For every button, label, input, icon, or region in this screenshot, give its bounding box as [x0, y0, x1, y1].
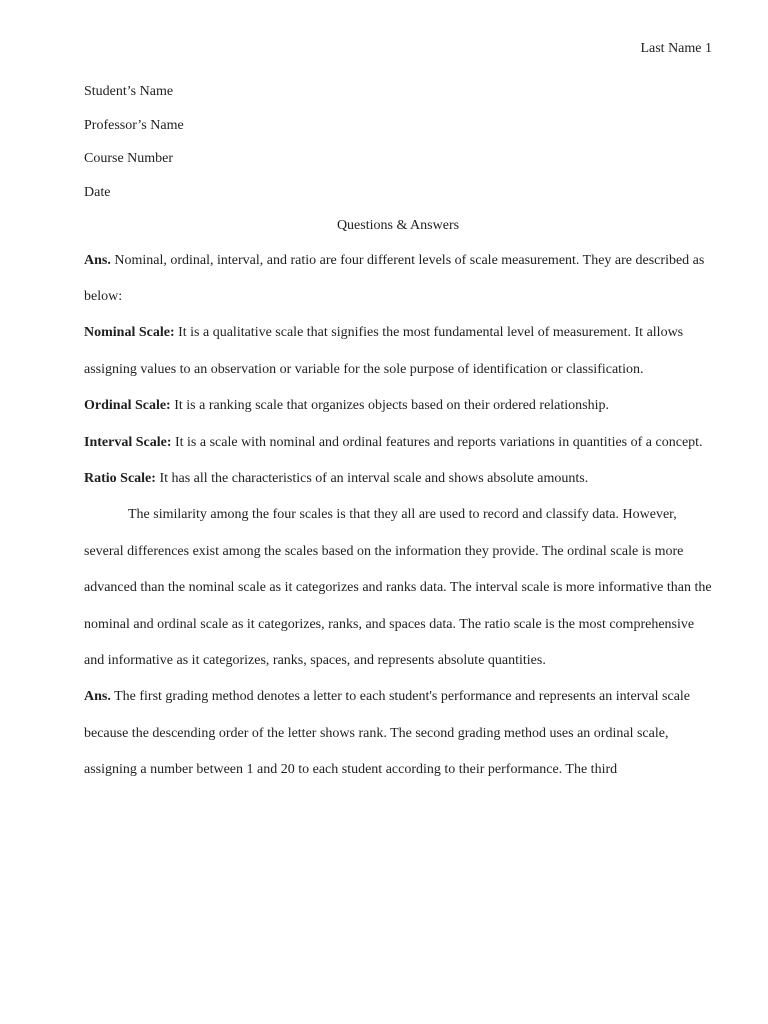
nominal-scale-paragraph [84, 315, 712, 388]
similarity-paragraph: The similarity among the four scales is that they all are used to record and classify data. However, several differences exist among the scales based on the information they provide. The ordinal scale is more advanced than the nominal scale as it categorizes and ranks data. The interval scale is more informative than the nominal and ordinal scale as it categorizes, ranks, and spaces data. The ratio scale is the most comprehensive and informative as it categorizes, ranks, spaces, and represents absolute quantities. [84, 507, 712, 668]
ratio-scale-label: Ratio Scale: [84, 470, 156, 486]
nominal-scale-label: Nominal Scale: [84, 325, 175, 341]
course-number: Course Number [84, 151, 174, 166]
answer-text: Nominal, ordinal, interval, and ratio are four different levels of scale measurement. They are described as below: [84, 252, 705, 304]
ordinal-scale-paragraph [84, 388, 712, 424]
answer-label: Ans. [84, 689, 111, 705]
professor-name: Professor’s Name [84, 117, 184, 133]
answer-label: Ans. [84, 252, 111, 268]
interval-scale-label: Interval Scale: [84, 434, 172, 450]
ordinal-scale-text: It is a ranking scale that organizes objects based on their ordered relationship. [170, 398, 609, 414]
nominal-scale-text: It is a qualitative scale that signifies the most fundamental level of measurement. It allows assigning values to an observation or variable for the sole purpose of identification or classification. [84, 325, 684, 377]
answer-text: The first grading method denotes a letter to each student's performance and represents an interval scale because the descending order of the letter shows rank. The second grading method uses an ordinal scale, assigning a number between 1 and 20 to each student according to their performance. The third [84, 689, 691, 778]
date: Date [84, 184, 111, 200]
running-head: Last Name 1 [640, 41, 712, 56]
answer-paragraph-2 [84, 679, 712, 788]
ratio-scale-paragraph [84, 461, 712, 497]
student-name: Student’s Name [84, 84, 174, 99]
page-title: Questions & Answers [336, 218, 460, 233]
ordinal-scale-label: Ordinal Scale: [84, 398, 171, 414]
document-body [84, 75, 712, 789]
interval-scale-text: It is a scale with nominal and ordinal features and reports variations in quantities of a concept. [171, 434, 703, 450]
ratio-scale-text: It has all the characteristics of an interval scale and shows absolute amounts. [155, 470, 589, 486]
interval-scale-paragraph [84, 425, 712, 461]
answer-paragraph-1 [84, 243, 712, 316]
